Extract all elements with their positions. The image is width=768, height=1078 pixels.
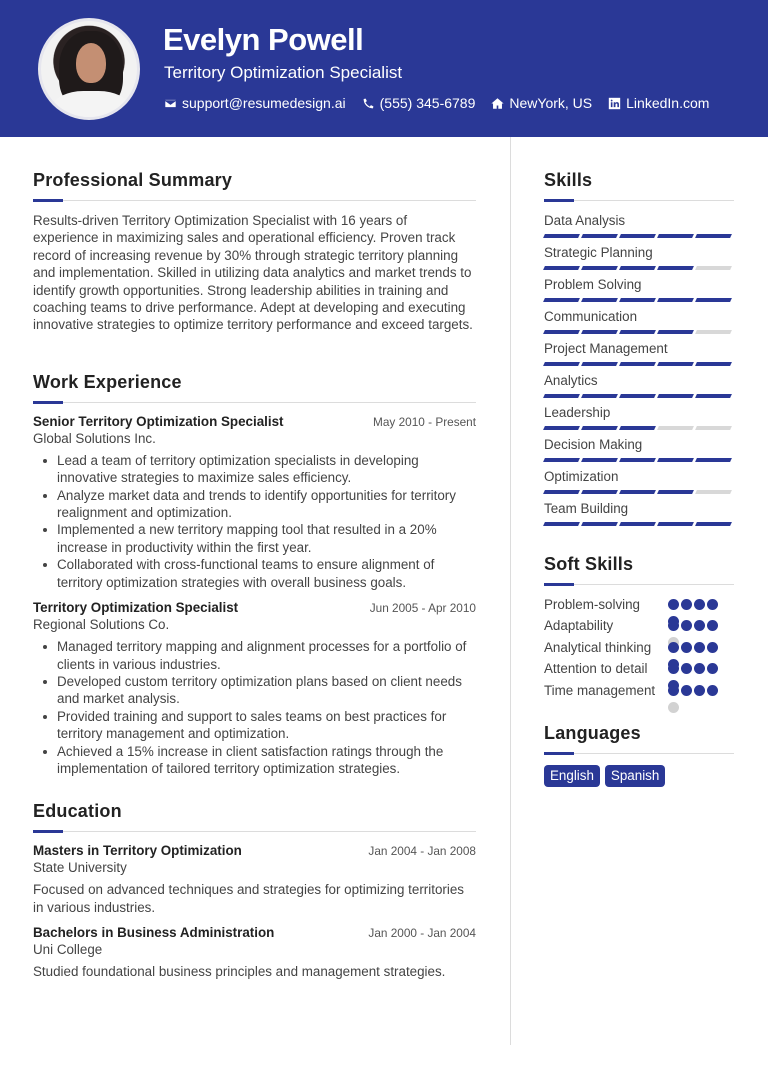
soft-skill-name: Adaptability xyxy=(544,618,614,634)
soft-skill-rating xyxy=(668,685,724,713)
skill-segment-filled xyxy=(581,266,618,270)
bullet-item: Developed custom territory optimization plans based on client needs and market analysis. xyxy=(41,673,476,708)
rating-dot-filled xyxy=(681,599,692,610)
summary-section xyxy=(33,170,476,334)
skill-segment-filled xyxy=(619,458,656,462)
education-description: Studied foundational business principles and management strategies. xyxy=(33,964,446,980)
skill-segment-filled xyxy=(581,234,618,238)
rating-dot-filled xyxy=(694,599,705,610)
section-title: Education xyxy=(33,801,122,822)
bullet-item: Lead a team of territory optimization specialists in developing innovative strategies to maximize sales efficiency. xyxy=(41,452,476,487)
contact-linkedin-text: LinkedIn.com xyxy=(626,95,710,111)
job-title: Senior Territory Optimization Specialist xyxy=(33,413,284,429)
rating-dot-filled xyxy=(668,663,679,674)
home-icon xyxy=(491,97,504,110)
section-title: Professional Summary xyxy=(33,170,233,190)
skill-segment-filled xyxy=(581,522,618,526)
contact-email-text: support@resumedesign.ai xyxy=(182,95,346,111)
skill-segment-empty xyxy=(695,426,732,430)
bullet-item: Implemented a new territory mapping tool that resulted in a 20% increase in productivity within the first year. xyxy=(41,521,476,556)
skill-segment-filled xyxy=(543,330,580,334)
contact-linkedin[interactable] xyxy=(608,95,709,111)
contact-phone[interactable] xyxy=(362,95,476,111)
resume-header xyxy=(0,0,768,137)
soft-skill-item xyxy=(544,660,734,677)
bullet-item: Collaborated with cross-functional teams to ensure alignment of territory optimization strategies with overall business goals. xyxy=(41,556,476,591)
profile-photo xyxy=(38,18,140,120)
soft-skills-list xyxy=(544,596,734,699)
section-underline xyxy=(33,830,476,833)
column-divider xyxy=(510,137,511,1045)
contact-location-text: NewYork, US xyxy=(509,95,593,111)
skill-segment-filled xyxy=(619,490,656,494)
education-description: Focused on advanced techniques and strategies for optimizing territories in various industries. xyxy=(33,882,464,915)
skill-segment-filled xyxy=(695,234,732,238)
skill-segment-filled xyxy=(543,298,580,302)
skill-item xyxy=(544,244,734,270)
skill-level-bar xyxy=(544,458,734,462)
rating-dot-filled xyxy=(694,685,705,696)
bullet-item: Analyze market data and trends to identify opportunities for territory realignment and optimization. xyxy=(41,487,476,522)
rating-dot-filled xyxy=(668,599,679,610)
education-entry xyxy=(33,843,476,916)
skill-segment-filled xyxy=(543,362,580,366)
skill-segment-filled xyxy=(695,522,732,526)
job-bullets xyxy=(41,452,476,591)
education-entry xyxy=(33,925,476,980)
experience-section xyxy=(33,372,476,778)
soft-skill-item xyxy=(544,682,734,699)
skill-item xyxy=(544,436,734,462)
skills-list xyxy=(544,212,734,526)
photo-face xyxy=(76,43,106,83)
skill-segment-filled xyxy=(657,298,694,302)
skill-segment-filled xyxy=(581,298,618,302)
skill-segment-filled xyxy=(657,522,694,526)
skill-segment-filled xyxy=(695,394,732,398)
skill-segment-filled xyxy=(581,362,618,366)
rating-dot-filled xyxy=(668,685,679,696)
section-underline xyxy=(544,199,734,202)
skill-name: Team Building xyxy=(544,501,629,516)
contact-row xyxy=(164,95,709,111)
skill-name: Analytics xyxy=(544,373,598,388)
skill-segment-filled xyxy=(581,426,618,430)
skill-level-bar xyxy=(544,330,734,334)
rating-dot-filled xyxy=(707,663,718,674)
rating-dot-filled xyxy=(681,620,692,631)
skill-item xyxy=(544,500,734,526)
skill-segment-filled xyxy=(543,522,580,526)
skill-segment-filled xyxy=(543,266,580,270)
education-section xyxy=(33,801,476,980)
rating-dot-filled xyxy=(668,620,679,631)
skill-segment-filled xyxy=(543,234,580,238)
section-title: Soft Skills xyxy=(544,554,634,574)
section-title: Work Experience xyxy=(33,371,182,392)
skill-segment-filled xyxy=(619,266,656,270)
job-title: Territory Optimization Specialist xyxy=(33,600,239,616)
rating-dot-empty xyxy=(668,702,679,713)
skill-item xyxy=(544,276,734,302)
school-name: State University xyxy=(33,860,127,876)
skill-name: Project Management xyxy=(544,341,668,356)
job-company: Regional Solutions Co. xyxy=(33,617,170,633)
skill-name: Decision Making xyxy=(544,437,643,452)
skill-segment-filled xyxy=(581,458,618,462)
soft-skill-item xyxy=(544,596,734,613)
skill-segment-filled xyxy=(657,266,694,270)
education-date: Jan 2000 - Jan 2004 xyxy=(368,926,476,941)
rating-dot-filled xyxy=(707,620,718,631)
skill-segment-empty xyxy=(657,426,694,430)
soft-skill-name: Time management xyxy=(544,682,656,698)
envelope-icon xyxy=(164,97,177,110)
skill-segment-filled xyxy=(619,234,656,238)
skill-segment-filled xyxy=(657,458,694,462)
job-entry xyxy=(33,414,476,591)
skill-segment-filled xyxy=(619,362,656,366)
skill-segment-filled xyxy=(619,330,656,334)
contact-location xyxy=(491,95,592,111)
rating-dot-filled xyxy=(681,642,692,653)
skill-segment-filled xyxy=(543,426,580,430)
job-date: Jun 2005 - Apr 2010 xyxy=(369,601,476,616)
skill-level-bar xyxy=(544,426,734,430)
skill-name: Optimization xyxy=(544,469,619,484)
skill-segment-empty xyxy=(695,490,732,494)
school-name: Uni College xyxy=(33,942,103,958)
section-underline xyxy=(544,752,734,755)
skill-segment-empty xyxy=(695,330,732,334)
contact-phone-text: (555) 345-6789 xyxy=(379,95,476,111)
degree-title: Masters in Territory Optimization xyxy=(33,843,242,859)
soft-skill-item xyxy=(544,617,734,634)
soft-skill-name: Analytical thinking xyxy=(544,639,652,655)
rating-dot-filled xyxy=(707,642,718,653)
main-column xyxy=(33,170,476,981)
candidate-title: Territory Optimization Specialist xyxy=(164,63,403,82)
skill-segment-filled xyxy=(543,394,580,398)
language-tag: Spanish xyxy=(605,765,665,787)
rating-dot-filled xyxy=(694,620,705,631)
skill-segment-filled xyxy=(657,394,694,398)
rating-dot-filled xyxy=(694,642,705,653)
skill-segment-filled xyxy=(695,362,732,366)
language-tag: English xyxy=(544,765,600,787)
skill-segment-filled xyxy=(581,330,618,334)
contact-email[interactable] xyxy=(164,95,346,111)
skill-segment-filled xyxy=(543,490,580,494)
skill-item xyxy=(544,372,734,398)
skill-item xyxy=(544,404,734,430)
skill-item xyxy=(544,212,734,238)
soft-skill-name: Problem-solving xyxy=(544,597,641,612)
skill-level-bar xyxy=(544,490,734,494)
job-company: Global Solutions Inc. xyxy=(33,430,156,446)
rating-dot-filled xyxy=(681,663,692,674)
language-tags xyxy=(544,765,734,787)
skill-name: Strategic Planning xyxy=(544,245,653,260)
degree-title: Bachelors in Business Administration xyxy=(33,925,275,941)
summary-text: Results-driven Territory Optimization Specialist with 16 years of experience in maximizing sales and operational efficiency. Proven track record of increasing revenue by 30% through strategic territory planning and implementation. Skilled in utilizing data analytics and market trends to identify growth opportunities. Strong leadership abilities in training and coaching teams to drive performance. Adept at developing and executing innovative strategies to optimize territory performance and exceed targets. xyxy=(33,213,473,333)
rating-dot-filled xyxy=(707,599,718,610)
soft-skill-name: Attention to detail xyxy=(544,661,648,677)
bullet-item: Achieved a 15% increase in client satisfaction ratings through the implementation of tailored territory optimization strategies. xyxy=(41,743,476,778)
skill-segment-filled xyxy=(619,426,656,430)
skill-segment-filled xyxy=(619,522,656,526)
rating-dot-filled xyxy=(681,685,692,696)
skill-name: Data Analysis xyxy=(544,213,626,228)
skill-segment-filled xyxy=(657,490,694,494)
skill-segment-empty xyxy=(695,266,732,270)
skill-segment-filled xyxy=(619,298,656,302)
rating-dot-filled xyxy=(668,642,679,653)
skill-item xyxy=(544,340,734,366)
sidebar-column xyxy=(544,170,734,787)
skill-name: Leadership xyxy=(544,405,611,420)
photo-shirt xyxy=(53,91,129,120)
skill-level-bar xyxy=(544,266,734,270)
skill-name: Communication xyxy=(544,309,638,324)
bullet-item: Provided training and support to sales teams on best practices for territory management and optimization. xyxy=(41,708,476,743)
skill-segment-filled xyxy=(695,458,732,462)
candidate-name: Evelyn Powell xyxy=(163,22,364,57)
skill-level-bar xyxy=(544,362,734,366)
skill-segment-filled xyxy=(581,490,618,494)
job-entry xyxy=(33,600,476,777)
skills-section xyxy=(544,170,734,526)
skill-name: Problem Solving xyxy=(544,277,642,292)
skill-item xyxy=(544,308,734,334)
soft-skills-section xyxy=(544,554,734,699)
skill-level-bar xyxy=(544,298,734,302)
phone-icon xyxy=(362,97,375,110)
linkedin-icon xyxy=(608,97,621,110)
section-title: Languages xyxy=(544,723,641,744)
skill-segment-filled xyxy=(619,394,656,398)
rating-dot-filled xyxy=(707,685,718,696)
section-underline xyxy=(33,199,476,202)
section-underline xyxy=(544,583,734,586)
rating-dot-filled xyxy=(694,663,705,674)
skill-segment-filled xyxy=(657,234,694,238)
job-date: May 2010 - Present xyxy=(373,414,476,429)
education-date: Jan 2004 - Jan 2008 xyxy=(368,844,476,859)
skill-level-bar xyxy=(544,234,734,238)
soft-skill-item xyxy=(544,639,734,656)
skill-segment-filled xyxy=(657,330,694,334)
skill-segment-filled xyxy=(657,362,694,366)
section-title: Skills xyxy=(544,170,593,190)
skill-item xyxy=(544,468,734,494)
skill-segment-filled xyxy=(543,458,580,462)
job-bullets xyxy=(41,638,476,777)
skill-segment-filled xyxy=(695,298,732,302)
bullet-item: Managed territory mapping and alignment processes for a portfolio of clients in various industries. xyxy=(41,638,476,673)
skill-level-bar xyxy=(544,394,734,398)
skill-level-bar xyxy=(544,522,734,526)
section-underline xyxy=(33,401,476,404)
skill-segment-filled xyxy=(581,394,618,398)
languages-section xyxy=(544,723,734,787)
